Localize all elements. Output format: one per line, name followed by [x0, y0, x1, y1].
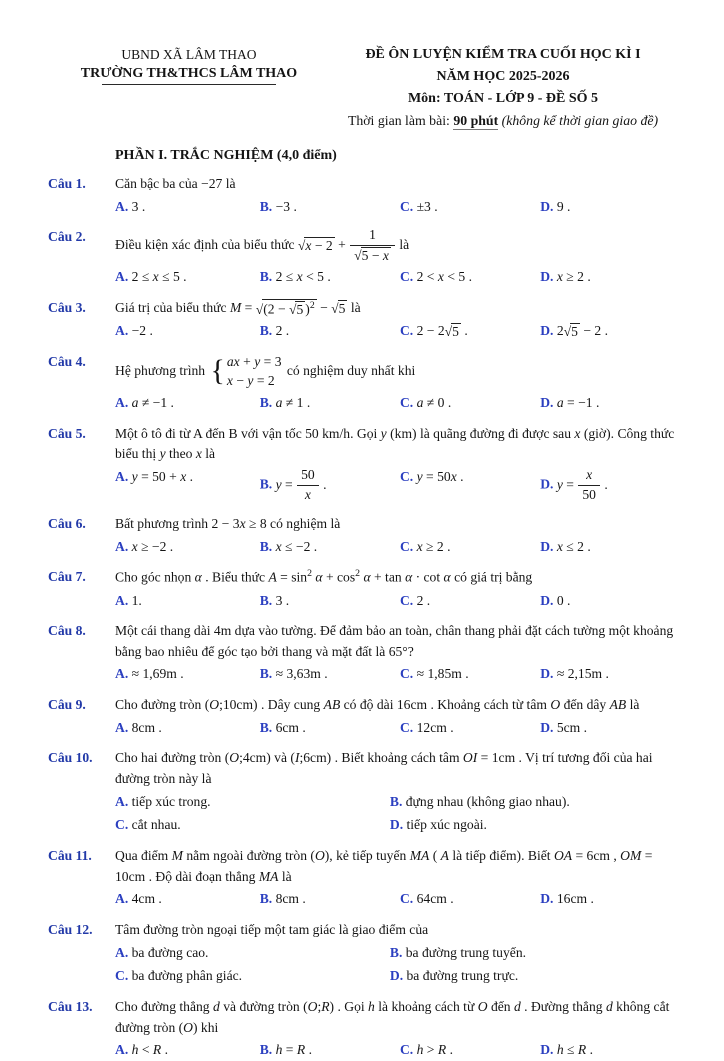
option-a — [115, 792, 390, 813]
option-c — [115, 966, 390, 987]
option-letter: A. — [115, 793, 129, 809]
options — [115, 1040, 676, 1061]
time-line — [330, 110, 676, 132]
option-c — [400, 591, 540, 612]
option-b — [260, 664, 400, 685]
option-text: −3 . — [272, 198, 297, 214]
option-letter: C. — [115, 817, 129, 833]
option-text: 2 . — [413, 592, 431, 608]
option-text: 2 . — [272, 323, 290, 338]
question-text: Cho đường thẳng d và đường tròn (O;R) . Gọi h là khoảng cách từ O đến d . Đường thẳng d không cắt đường tròn (O) khi — [115, 999, 670, 1035]
question-number: Câu 4. — [48, 353, 86, 369]
question-number: Câu 13. — [48, 999, 93, 1014]
time-value: 90 phút — [453, 113, 499, 128]
option-text: x ≤ −2 . — [275, 538, 318, 554]
question-text: Một ô tô đi từ A đến B với vận tốc 50 km/h. Gọi y (km) là quãng đường đi được sau x (giờ). Công thức biểu thị y theo x là — [115, 425, 675, 462]
option-text: ba đường cao. — [128, 944, 209, 960]
option-text: 64cm . — [413, 891, 454, 907]
question-number: Câu 10. — [48, 750, 93, 766]
option-text: ba đường phân giác. — [128, 968, 243, 984]
option-text: 0 . — [553, 592, 571, 608]
option-a — [115, 537, 260, 558]
option-text: y = 50 + x . — [131, 469, 194, 485]
question-row — [48, 695, 676, 738]
option-letter: B. — [259, 198, 273, 214]
option-letter: B. — [259, 666, 273, 682]
question-number: Câu 8. — [48, 623, 86, 639]
option-c — [400, 321, 540, 342]
option-letter: B. — [259, 269, 273, 285]
option-letter: B. — [259, 1042, 273, 1058]
option-d — [540, 321, 676, 342]
option-text: 5cm . — [553, 719, 588, 735]
option-b — [390, 943, 676, 964]
option-text: 3 . — [128, 198, 146, 214]
option-a — [115, 889, 260, 910]
question-text: Bất phương trình 2 − 3x ≥ 8 có nghiệm là — [115, 516, 341, 531]
options — [115, 792, 676, 836]
section-title: PHẦN I. TRẮC NGHIỆM (4,0 điểm) — [115, 148, 337, 163]
option-text: y = $\frac{50}{x}$ . — [275, 467, 327, 503]
option-letter: D. — [540, 269, 554, 285]
option-letter: D. — [540, 1042, 554, 1058]
option-text: a ≠ 1 . — [275, 395, 311, 411]
exam-header — [48, 44, 676, 132]
option-letter: D. — [540, 538, 554, 554]
option-text: 8cm . — [272, 891, 306, 907]
option-c — [400, 537, 540, 558]
option-letter: D. — [540, 891, 554, 907]
option-text: 3 . — [272, 592, 290, 608]
option-letter: B. — [389, 944, 403, 960]
school-name: TRƯỜNG TH&THCS LÂM THAO — [48, 66, 330, 85]
option-a — [115, 591, 260, 612]
option-letter: A. — [115, 719, 129, 735]
option-d — [390, 966, 676, 987]
option-d — [540, 537, 676, 558]
options — [115, 321, 676, 342]
option-text: cắt nhau. — [128, 817, 181, 833]
option-text: 6cm . — [272, 719, 306, 735]
question-number: Câu 5. — [48, 425, 86, 441]
option-letter: D. — [389, 968, 404, 984]
option-text: h < R . — [131, 1042, 168, 1058]
options — [115, 943, 676, 987]
option-b — [260, 197, 400, 218]
option-c — [400, 267, 540, 288]
question-number: Câu 3. — [48, 299, 86, 315]
option-text: h > R . — [416, 1042, 453, 1058]
option-text: a = −1 . — [556, 395, 600, 411]
option-d — [540, 1040, 676, 1061]
option-letter: B. — [259, 719, 273, 735]
option-letter: C. — [399, 538, 414, 554]
options — [115, 718, 676, 739]
option-b — [260, 718, 400, 739]
option-d — [540, 591, 676, 612]
option-text: 4cm . — [128, 891, 162, 907]
option-letter: B. — [259, 323, 273, 338]
question-list — [48, 174, 676, 1061]
options — [115, 197, 676, 218]
option-d — [540, 393, 676, 414]
option-letter: C. — [115, 968, 129, 984]
options — [115, 467, 676, 504]
option-b — [260, 889, 400, 910]
option-text: 2 ≤ x < 5 . — [272, 269, 331, 285]
question-text: Tâm đường tròn ngoại tiếp một tam giác là giao điểm của — [115, 922, 429, 938]
exam-title: ĐỀ ÔN LUYỆN KIỂM TRA CUỐI HỌC KÌ I — [365, 47, 641, 62]
options — [115, 664, 676, 685]
option-c — [400, 1040, 540, 1061]
option-d — [390, 815, 676, 836]
option-c — [400, 197, 540, 218]
option-text: tiếp xúc ngoài. — [403, 817, 487, 833]
option-letter: D. — [540, 592, 554, 608]
question-row — [48, 424, 676, 504]
option-text: y = 50x . — [416, 469, 464, 485]
options — [115, 393, 676, 414]
question-text: Cho góc nhọn α . Biểu thức $A = \sin^2 \alpha + \cos^2 \alpha + \tan \alpha \cdot \cot \alpha$ có giá trị bằng — [115, 568, 533, 585]
school-year: NĂM HỌC 2025-2026 — [436, 69, 570, 84]
option-c — [400, 467, 540, 504]
option-text: ≈ 1,69m . — [128, 666, 184, 682]
org-name: UBND XÃ LÂM THAO — [121, 47, 257, 62]
option-letter: D. — [540, 198, 554, 214]
time-note: (không kể thời gian giao đề) — [498, 113, 659, 128]
subject-line: Môn: TOÁN - LỚP 9 - ĐỀ SỐ 5 — [407, 91, 599, 106]
question-text: Điều kiện xác định của biểu thức √ x − 2 + 1 √ 5 − x là — [115, 227, 410, 264]
question-row — [48, 621, 676, 685]
option-c — [400, 393, 540, 414]
option-text: a ≠ −1 . — [131, 395, 174, 411]
option-letter: A. — [115, 469, 129, 485]
option-letter: D. — [540, 476, 554, 492]
option-d — [540, 197, 676, 218]
option-d — [540, 664, 676, 685]
option-letter: A. — [115, 891, 129, 907]
question-number: Câu 11. — [48, 848, 92, 864]
option-text: ba đường trung tuyến. — [402, 944, 527, 960]
option-d — [540, 267, 676, 288]
question-row — [48, 920, 676, 987]
option-letter: C. — [399, 269, 414, 285]
option-d — [540, 718, 676, 739]
question-row — [48, 567, 676, 611]
question-number: Câu 2. — [48, 229, 86, 245]
option-letter: A. — [115, 944, 129, 960]
option-d — [540, 467, 676, 504]
option-letter: C. — [399, 891, 414, 907]
option-text: h = R . — [275, 1042, 312, 1058]
option-text: 1. — [128, 592, 142, 608]
question-number: Câu 1. — [48, 176, 86, 191]
option-text: 2 ≤ x ≤ 5 . — [128, 269, 187, 285]
option-text: tiếp xúc trong. — [128, 793, 211, 809]
option-letter: C. — [399, 592, 414, 608]
option-b — [260, 537, 400, 558]
option-letter: C. — [399, 395, 414, 411]
option-a — [115, 664, 260, 685]
option-text: a ≠ 0 . — [416, 395, 452, 411]
options — [115, 537, 676, 558]
question-text: Cho hai đường tròn (O;4cm) và (I;6cm) . Biết khoảng cách tâm OI = 1cm . Vị trí tương đối của hai đường tròn này là — [115, 750, 653, 787]
option-b — [260, 267, 400, 288]
option-text: x ≥ 2 . — [556, 269, 591, 285]
header-left-block — [48, 44, 330, 85]
option-a — [115, 393, 260, 414]
option-b — [260, 467, 400, 504]
option-text: 8cm . — [128, 719, 162, 735]
option-b — [260, 591, 400, 612]
option-b — [260, 321, 400, 342]
option-c — [400, 889, 540, 910]
option-d — [540, 889, 676, 910]
option-letter: C. — [399, 323, 414, 338]
question-text: Một cái thang dài 4m dựa vào tường. Để đảm bảo an toàn, chân thang phải đặt cách tường một khoảng bằng bao nhiêu để góc tạo bởi thang và mặt đất là 65°? — [115, 623, 674, 659]
option-text: x ≥ −2 . — [131, 538, 174, 554]
option-text: y = $\frac{x}{50}$ . — [556, 467, 608, 503]
option-letter: D. — [540, 666, 554, 682]
option-a — [115, 1040, 260, 1061]
option-letter: A. — [115, 1042, 129, 1058]
option-letter: B. — [259, 891, 273, 907]
question-row — [48, 514, 676, 557]
question-row — [48, 298, 676, 342]
option-letter: B. — [259, 476, 273, 492]
options — [115, 591, 676, 612]
option-letter: D. — [540, 719, 554, 735]
option-text: 16cm . — [553, 891, 594, 907]
option-letter: C. — [399, 469, 414, 485]
option-letter: A. — [115, 395, 129, 411]
option-text: x ≤ 2 . — [556, 538, 591, 554]
option-text: 2 < x < 5 . — [413, 269, 472, 285]
option-letter: A. — [115, 538, 129, 554]
question-row — [48, 174, 676, 217]
options — [115, 267, 676, 288]
option-a — [115, 943, 390, 964]
option-letter: A. — [115, 269, 129, 285]
question-row — [48, 997, 676, 1061]
question-number: Câu 7. — [48, 569, 86, 585]
option-b — [260, 1040, 400, 1061]
option-text: ba đường trung trực. — [403, 968, 519, 984]
time-label: Thời gian làm bài: — [347, 113, 454, 128]
option-a — [115, 321, 260, 342]
option-letter: B. — [259, 538, 273, 554]
option-text: 12cm . — [413, 719, 454, 735]
option-a — [115, 197, 260, 218]
question-text: Qua điểm M nằm ngoài đường tròn (O), kẻ tiếp tuyến MA ( A là tiếp điểm). Biết OA = 6cm , OM = 10cm . Độ dài đoạn thẳng MA là — [115, 848, 653, 884]
option-text: ≈ 3,63m . — [272, 666, 328, 682]
option-b — [260, 393, 400, 414]
option-letter: C. — [399, 1042, 414, 1058]
question-text: Căn bậc ba của −27 là — [115, 176, 236, 191]
option-letter: A. — [115, 323, 129, 338]
question-text: Hệ phương trình { ax + y = 3 x − y = 2 có nghiệm duy nhất khi — [115, 353, 416, 389]
option-letter: D. — [540, 323, 554, 338]
option-b — [390, 792, 676, 813]
option-letter: B. — [259, 395, 273, 411]
option-letter: A. — [115, 666, 129, 682]
option-text: x ≥ 2 . — [416, 538, 451, 554]
option-letter: D. — [389, 817, 404, 833]
question-row — [48, 352, 676, 414]
option-a — [115, 718, 260, 739]
question-row — [48, 748, 676, 836]
option-letter: C. — [399, 666, 414, 682]
option-letter: B. — [259, 592, 273, 608]
option-text: 2 − 2 √ 5 . — [413, 323, 468, 339]
option-letter: A. — [115, 198, 129, 214]
option-letter: B. — [389, 793, 403, 809]
option-letter: C. — [399, 719, 414, 735]
option-letter: A. — [115, 592, 129, 608]
header-right-block — [330, 44, 676, 132]
option-a — [115, 267, 260, 288]
option-text: ≈ 2,15m . — [553, 666, 609, 682]
option-text: −2 . — [128, 323, 153, 338]
question-number: Câu 9. — [48, 697, 86, 713]
option-text: ±3 . — [413, 198, 438, 214]
option-text: 9 . — [553, 198, 571, 214]
question-number: Câu 12. — [48, 922, 93, 938]
option-letter: C. — [399, 198, 414, 214]
option-c — [115, 815, 390, 836]
question-text: Giá trị của biểu thức M = √ (2 − √ 5 )$^2$ − √ 5 là — [115, 299, 361, 318]
option-letter: D. — [540, 395, 554, 411]
question-text: Cho đường tròn (O;10cm) . Dây cung AB có độ dài 16cm . Khoảng cách từ tâm O đến dây AB là — [115, 697, 640, 713]
question-row — [48, 227, 676, 288]
question-number: Câu 6. — [48, 516, 86, 531]
options — [115, 889, 676, 910]
option-c — [400, 718, 540, 739]
option-a — [115, 467, 260, 504]
option-text: 2 √ 5 − 2 . — [553, 323, 608, 339]
question-row — [48, 846, 676, 910]
option-c — [400, 664, 540, 685]
option-text: h ≤ R . — [556, 1042, 594, 1058]
option-text: ≈ 1,85m . — [413, 666, 469, 682]
option-text: đựng nhau (không giao nhau). — [402, 793, 570, 809]
